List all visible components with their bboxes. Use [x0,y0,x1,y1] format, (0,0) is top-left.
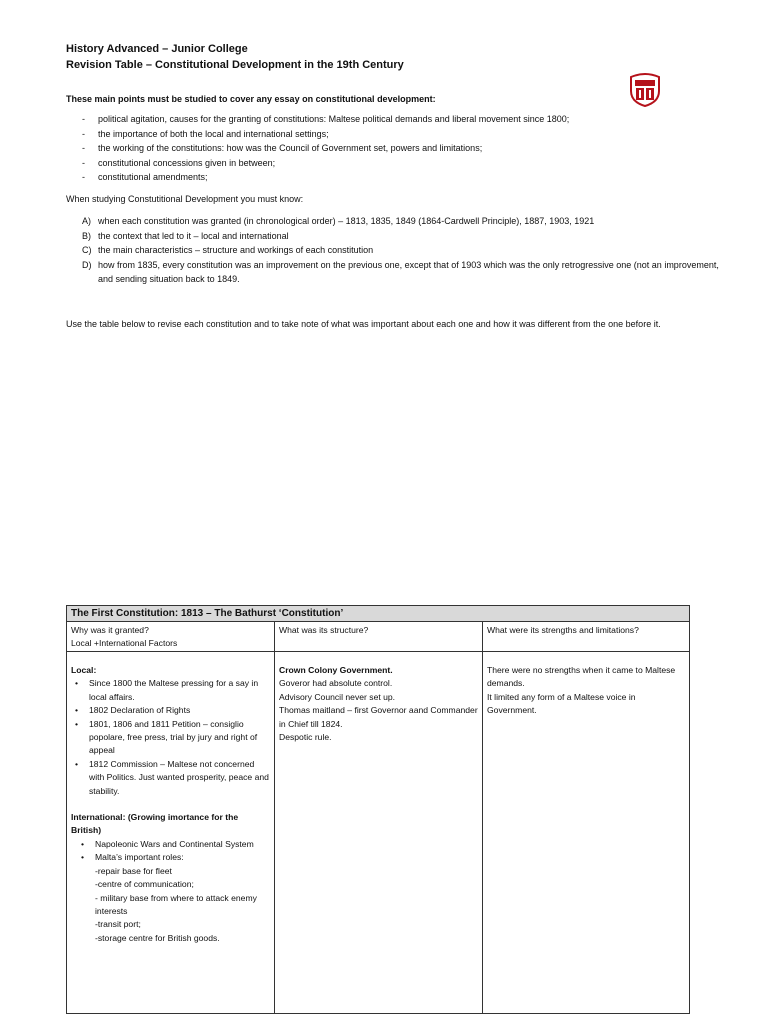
list-item: • 1812 Commission – Maltese not concerned with Politics. Just wanted prosperity, peace and stability. [71,758,270,798]
intro-heading: These main points must be studied to cover any essay on constitutional development: [66,94,436,104]
list-text: how from 1835, every constitution was an improvement on the previous one, except that of 1903 which was the only retrogressive one (not an improvement, and sending situation back to 1849. [98,259,719,284]
list-item: - military base from where to attack enemy interests [95,892,257,916]
table-instructions: Use the table below to revise each constitution and to take note of what was important about each one and how it was different from the one before it. [66,319,661,329]
list-item [82,243,722,258]
list-text: when each constitution was granted (in chronological order) – 1813, 1835, 1849 (1864-Cardwell Principle), 1887, 1903, 1921 [98,216,595,226]
column-strengths-limitations [483,622,689,1013]
column-header: Why was it granted? [71,625,149,635]
list-letter: A) [82,216,91,226]
list-letter: C) [82,245,92,255]
column-why-granted [67,622,275,1013]
structure-line: Despotic rule. [279,732,332,743]
know-intro: When studying Constutitional Development you must know: [66,194,304,204]
list-item: - the working of the constitutions: how was the Council of Government set, powers and limitations; [82,141,569,156]
column-header: What were its strengths and limitations? [487,625,639,635]
document-header [66,41,404,73]
list-letter: B) [82,230,91,241]
structure-heading: Crown Colony Government. [279,665,393,675]
list-item: -centre of communication; [95,879,194,890]
main-points-list [82,112,569,185]
college-crest-icon [628,71,662,107]
list-item: -transit port; [95,919,141,930]
list-item: • Malta’s important roles: [71,851,270,864]
list-item: - political agitation, causes for the granting of constitutions: Maltese political demands and liberal movement since 1800; [82,112,569,127]
structure-line: Advisory Council never set up. [279,691,396,702]
list-item: • 1802 Declaration of Rights [71,704,270,717]
local-factors-list [71,677,270,798]
strength-line: It limited any form of a Maltese voice in Government. [487,691,636,716]
know-list [82,214,722,287]
roles-list [71,865,270,945]
list-item: • Napoleonic Wars and Continental System [71,838,270,851]
list-item [82,258,722,287]
list-text: the main characteristics – structure and workings of each constitution [98,245,374,255]
list-item: • 1801, 1806 and 1811 Petition – consiglio popolare, free press, trial by jury and right of appeal [71,718,270,758]
structure-line: Goveror had absolute control. [279,678,393,689]
revision-table [66,605,690,1014]
list-item: - constitutional concessions given in between; [82,156,569,171]
structure-line: Thomas maitland – first Governor aand Commander in Chief till 1824. [279,705,478,729]
list-item: -repair base for fleet [95,865,172,876]
list-text: the context that led to it – local and international [98,230,289,241]
strength-line: There were no strengths when it came to Maltese demands. [487,665,676,689]
list-item: - constitutional amendments; [82,170,569,185]
list-item: - the importance of both the local and international settings; [82,127,569,142]
list-item [82,229,722,244]
list-item: • Since 1800 the Maltese pressing for a say in local affairs. [71,677,270,704]
column-subheader: Local +International Factors [71,638,178,649]
international-heading: International: (Growing imortance for the British) [71,812,239,836]
local-heading: Local: [71,665,97,675]
header-title: History Advanced – Junior College [66,43,248,55]
international-factors-list [71,838,270,865]
list-item: -storage centre for British goods. [95,932,220,943]
column-header: What was its structure? [279,625,369,635]
column-structure [275,622,483,1013]
header-subtitle: Revision Table – Constitutional Development in the 19th Century [66,59,404,71]
list-item [82,214,722,229]
list-letter: D) [82,259,92,270]
table-title: The First Constitution: 1813 – The Bathurst ‘Constitution’ [67,606,689,622]
